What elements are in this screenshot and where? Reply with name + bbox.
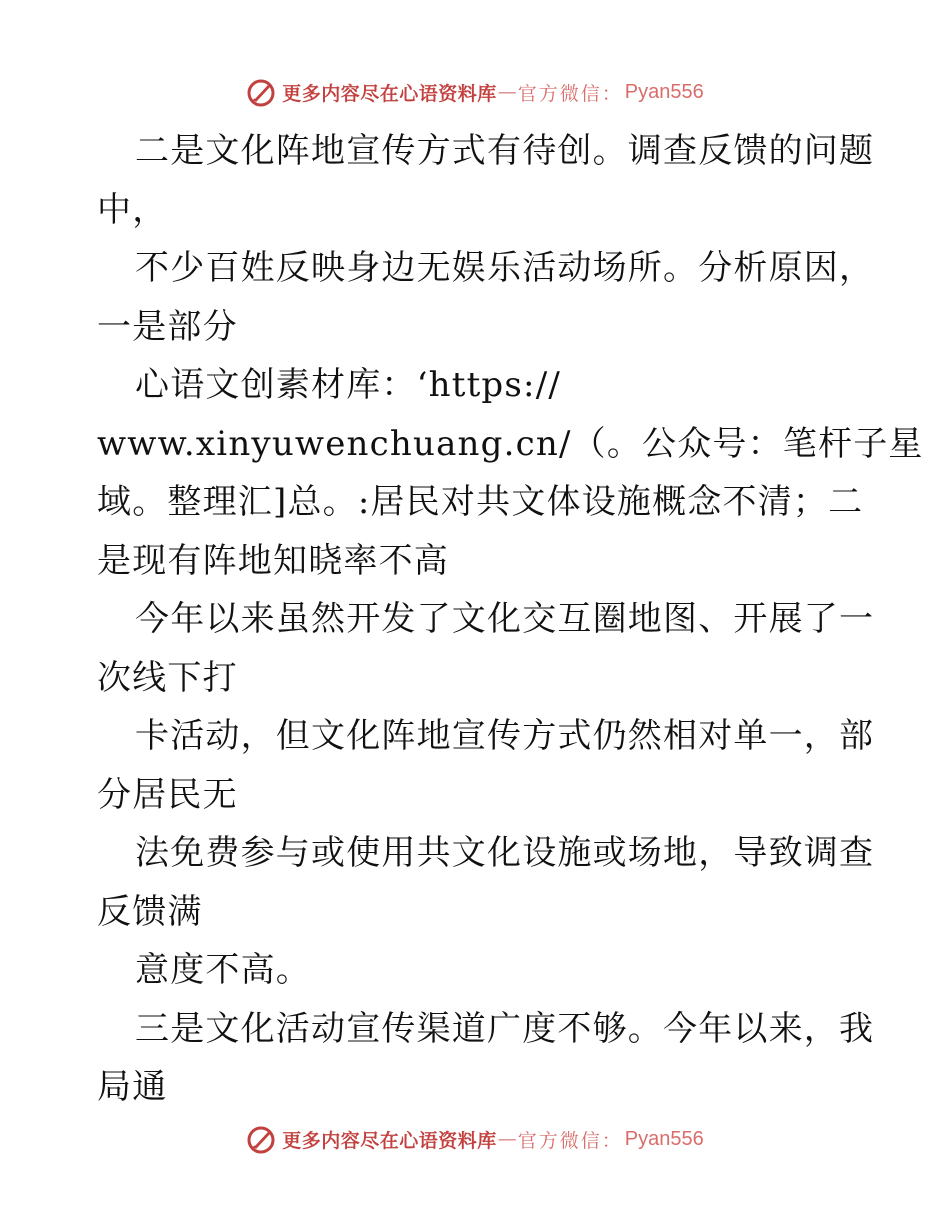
footer-wechat-id: Pyan556 [624,1127,704,1150]
quill-logo-icon [246,78,276,108]
document-body [97,122,924,1117]
header-wechat-id: Pyan556 [624,80,704,103]
body-line: 意度不高。 [135,950,311,990]
footer-banner [0,1119,950,1159]
body-line: 域。整理汇]总。:居民对共文体设施概念不清；二 [97,482,864,522]
header-wechat-label: 官方微信： [517,82,623,105]
body-line: 是现有阵地知晓率不高 [97,540,449,581]
body-line: 一是部分 [97,306,238,347]
footer-brand-text: 更多内容尽在心语资料库 [282,1129,497,1152]
footer-wechat-label: 官方微信： [517,1129,623,1152]
body-line: 二是文化阵地宣传方式有待创。调查反馈的问题 [135,131,875,171]
body-line: 分居民无 [97,774,238,815]
body-line: 卡活动，但文化阵地宣传方式仍然相对单一，部 [135,716,875,756]
header-banner [0,72,950,112]
body-line: 局通 [97,1067,168,1107]
footer-separator: — [497,1128,517,1150]
body-line: 心语文创素材库：‘https:// [135,365,562,405]
body-line: 反馈满 [97,891,203,932]
quill-logo-icon [246,1125,276,1155]
header-separator: — [497,81,517,103]
header-brand-text: 更多内容尽在心语资料库 [282,82,497,105]
body-line: www.xinyuwenchuang.cn/（。公众号：笔杆子星 [97,423,924,464]
body-line: 不少百姓反映身边无娱乐活动场所。分析原因， [135,248,875,288]
body-line: 三是文化活动宣传渠道广度不够。今年以来，我 [135,1008,875,1049]
body-line: 法免费参与或使用共文化设施或场地，导致调查 [135,833,875,873]
body-line: 中， [97,189,168,230]
body-line: 今年以来虽然开发了文化交互圈地图、开展了一 [135,599,875,639]
body-line: 次线下打 [97,657,238,698]
